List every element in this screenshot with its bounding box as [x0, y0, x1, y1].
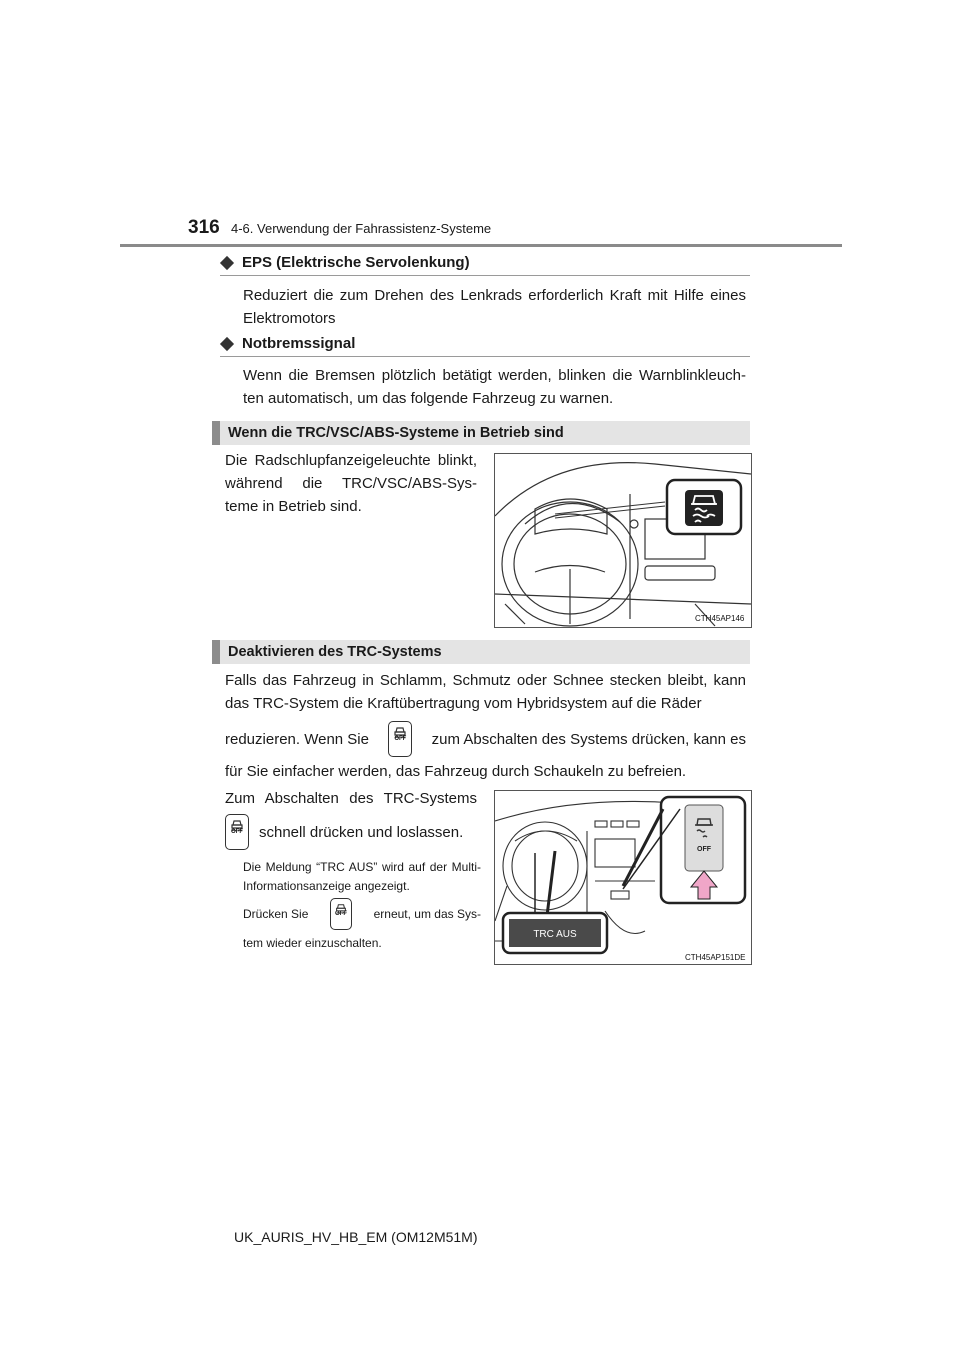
- section-bar-trc-active: [212, 421, 750, 445]
- eps-title: EPS (Elektrische Servolenkung): [242, 254, 470, 271]
- header-rule: [120, 244, 842, 247]
- diamond-bullet-icon: [220, 336, 234, 350]
- page-number: 316: [188, 217, 220, 238]
- off-label: OFF: [697, 846, 711, 853]
- off-label: OFF: [231, 829, 243, 835]
- eps-text: Reduziert die zum Drehen des Lenkrads erforderlich Kraft mit Hilfe eines Elektromotors: [243, 287, 746, 327]
- section-title: Wenn die TRC/VSC/ABS-Systeme in Betrieb sind: [228, 425, 564, 441]
- diamond-bullet-icon: [220, 255, 234, 269]
- dashboard-drawing: [495, 791, 751, 964]
- dashboard-drawing: [495, 454, 751, 627]
- off-label: OFF: [394, 736, 407, 742]
- note-press-again: [243, 898, 481, 930]
- note-message: Die Meldung “TRC AUS” wird auf der Multi-Informationsanzeige angezeigt.: [243, 860, 481, 893]
- instruction-line1: Zum Abschalten des TRC-Systems: [225, 790, 477, 807]
- notbrems-heading: [220, 335, 355, 352]
- section2-para-last: für Sie einfacher werden, das Fahrzeug durch Schaukeln zu befreien.: [225, 763, 687, 780]
- section-bar-trc-off: [212, 640, 750, 664]
- para-after-icon: zum Abschalten des Systems drücken, kann es: [431, 730, 746, 748]
- note-after-icon: erneut, um das Sys-: [373, 906, 481, 921]
- trc-aus-display: TRC AUS: [533, 929, 577, 940]
- notbrems-text: Wenn die Bremsen plötzlich betätigt werden, blinken die Warnblinkleuch-ten automatisch, um das folgende Fahrzeug zu warnen.: [243, 367, 746, 407]
- chapter-title: 4-6. Verwendung der Fahrassistenz-Systeme: [231, 221, 492, 236]
- dashboard-illustration-1: [494, 453, 752, 628]
- eps-rule: [220, 275, 750, 276]
- dashboard-illustration-2: [494, 790, 752, 965]
- section2-para-icon-line: [225, 721, 746, 757]
- eps-heading: [220, 254, 470, 271]
- notbrems-title: Notbremssignal: [242, 335, 356, 352]
- off-label: OFF: [334, 911, 347, 917]
- section1-text: Die Radschlupfanzeigeleuchte blinkt, während die TRC/VSC/ABS-Sys-teme in Betrieb sind.: [225, 452, 477, 515]
- note-before-icon: Drücken Sie: [243, 906, 309, 921]
- trc-off-button-icon: [388, 721, 412, 757]
- footer-document-code: UK_AURIS_HV_HB_EM (OM12M51M): [234, 1229, 478, 1245]
- section-title: Deaktivieren des TRC-Systems: [228, 644, 442, 660]
- image-code: CTH45AP151DE: [685, 953, 746, 962]
- trc-off-button-icon: [330, 898, 352, 930]
- instruction-text: schnell drücken und loslassen.: [259, 823, 464, 841]
- image-code: CTH45AP146: [695, 614, 745, 623]
- instruction-line2: [225, 814, 463, 850]
- section2-para-part1: Falls das Fahrzeug in Schlamm, Schmutz oder Schnee stecken bleibt, kann das TRC-System die Kraftübertragung vom Hybridsystem auf die Räder: [225, 672, 746, 712]
- para-before-icon: reduzieren. Wenn Sie: [225, 730, 369, 748]
- trc-off-button-icon: [225, 814, 249, 850]
- note-last: tem wieder einzuschalten.: [243, 936, 382, 950]
- notbrems-rule: [220, 356, 750, 357]
